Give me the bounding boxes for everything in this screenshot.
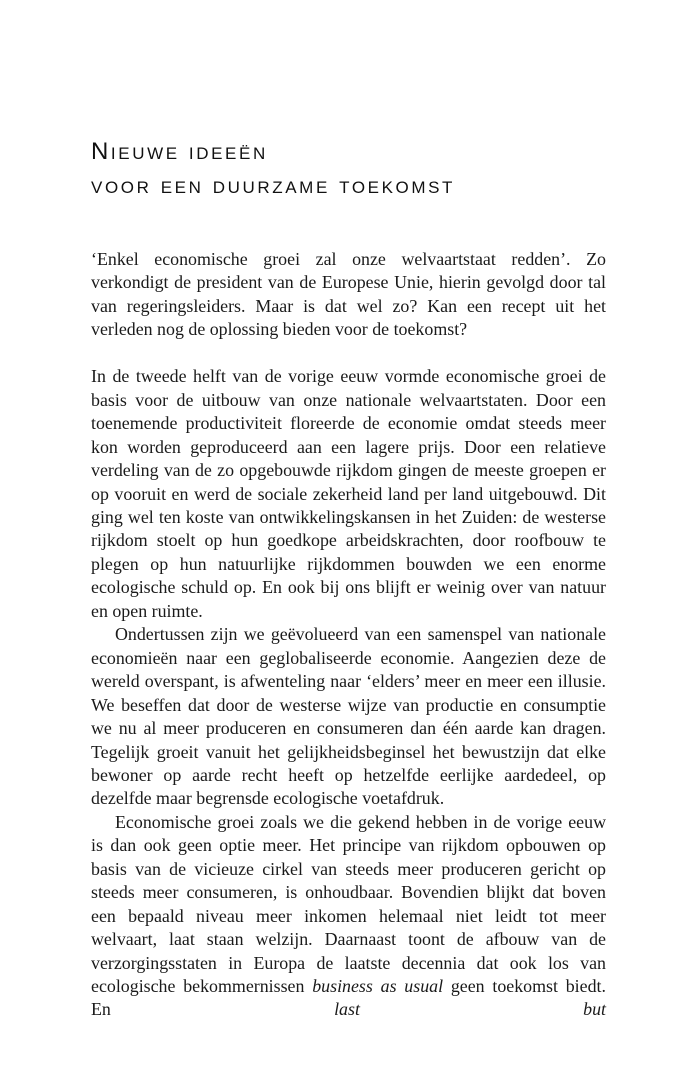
- intro-paragraph: ‘Enkel economische groei zal onze welvaartstaat redden’. Zo verkondigt de president van de Europese Unie, hierin gevolgd door tal van regeringsleiders. Maar is dat wel zo? Kan een recept uit het verleden nog de oplossing bieden voor de toekomst?: [91, 249, 606, 340]
- paragraph-3-text-start: Economische groei zoals we die gekend hebben in de vorige eeuw is dan ook geen optie meer. Het principe van rijkdom opbouwen op basis van de vicieuze cirkel van steeds meer produceren gericht op steeds meer consumeren, is onhoudbaar. Bovendien blijkt dat boven een bepaald niveau meer inkomen helemaal niet leidt tot meer welvaart, laat staan welzijn. Daarnaast toont de afbouw van de verzorgingsstaten in Europa de laatste decennia dat ook los van ecologische bekommernissen: [91, 811, 606, 997]
- chapter-title-line-1: Nieuwe ideeën: [91, 138, 268, 165]
- body-paragraph-1: In de tweede helft van de vorige eeuw vormde economische groei de basis voor de uitbouw van onze nationale welvaartstaten. Door een toenemende productiviteit floreerde de economie omdat steeds meer kon worden geproduceerd aan een lagere prijs. Door een relatieve verdeling van de zo opgebouwde rijkdom gingen de meeste groepen er op vooruit en werd de sociale zekerheid land per land uitgebouwd. Dit ging wel ten koste van ontwikkelingskansen in het Zuiden: de westerse rijkdom stoelt op hun goedkope arbeidskrachten, door roofbouw te plegen op hun natuurlijke rijkdommen bouwden we een enorme ecologische schuld op. En ook bij ons blijft er weinig over van natuur en open ruimte.: [91, 366, 606, 621]
- body-paragraph-3: [91, 811, 606, 1022]
- chapter-title: [91, 140, 651, 198]
- paragraph-3-text-mid: geen toekomst biedt. En: [91, 976, 606, 1020]
- body-paragraph-2: Ondertussen zijn we geëvolueerd van een samenspel van nationale economieën naar een geglobaliseerde economie. Aangezien deze de wereld overspant, is afwenteling naar ‘elders’ meer en meer een illusie. We beseffen dat door de westerse wijze van productie en consumptie we nu al meer produceren en consumeren dan één aarde kan dragen. Tegelijk groeit vanuit het gelijkheidsbeginsel het bewustzijn dat elke bewoner op aarde recht heeft op hetzelfde eerlijke aardedeel, op dezelfde maar begrensde ecologische voetafdruk.: [91, 624, 606, 809]
- paragraph-3-italic-phrase-1: business as usual: [312, 976, 444, 997]
- chapter-title-line-2: voor een duurzame toekomst: [91, 172, 456, 199]
- chapter-body: [91, 248, 606, 1022]
- paragraph-3-italic-phrase-2: last but: [334, 999, 606, 1020]
